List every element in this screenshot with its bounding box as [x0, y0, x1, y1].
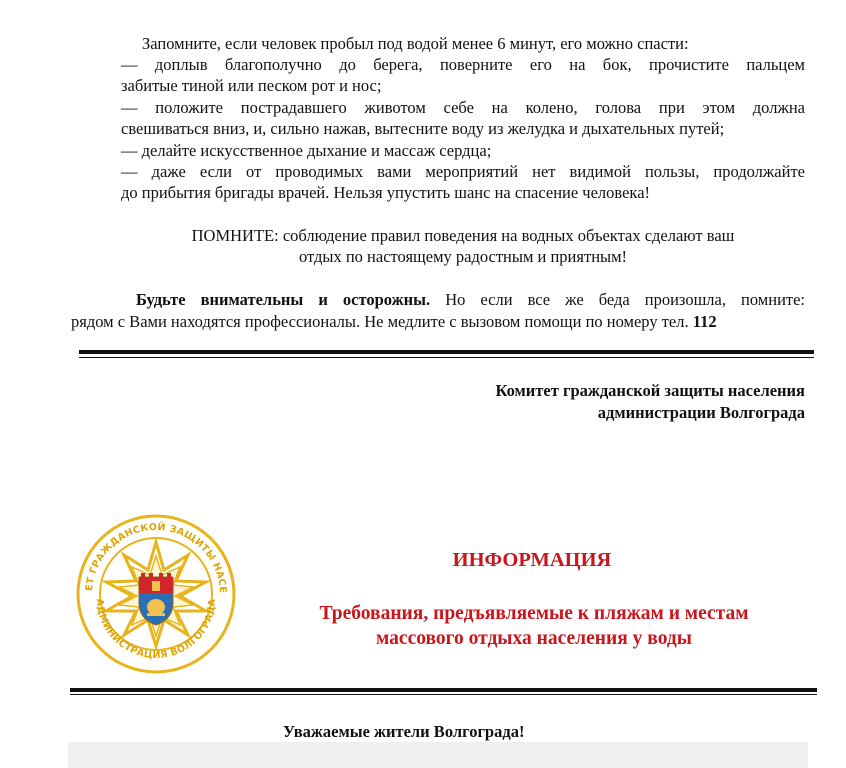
signature-line-2: администрации Волгограда [597, 403, 805, 422]
warning-line-2 [71, 311, 717, 332]
memo-item-4-line-1: — даже если от проводимых вами мероприятий нет видимой пользы, продолжайте [121, 162, 805, 181]
remember-line-1: ПОМНИТЕ: соблюдение правил поведения на водных объектах сделают ваш [191, 226, 735, 245]
warning-line-1 [136, 289, 805, 310]
warning-line-1-rest: Но если все же беда произошла, помните: [445, 290, 806, 309]
remember-line-2: отдых по настоящему радостным и приятным! [298, 247, 628, 266]
signature-line-1: Комитет гражданской защиты населения [495, 381, 805, 400]
logo-ring-top-text: ЕТ ГРАЖДАНСКОЙ ЗАЩИТЫ НАСЕ [84, 521, 229, 594]
divider-bottom-thin [70, 694, 817, 695]
divider-bottom-thick [70, 688, 817, 692]
divider-top-thick [79, 350, 814, 354]
logo-ring-bottom-text: АДМИНИСТРАЦИЯ ВОЛГОГРАДА [93, 598, 219, 662]
emergency-phone-number: 112 [692, 312, 717, 331]
warning-bold-lead: Будьте внимательны и осторожны. [136, 290, 431, 309]
memo-item-2-line-2: свешиваться вниз, и, сильно нажав, вытесните воду из желудка и дыхательных путей; [121, 119, 725, 138]
committee-logo [73, 511, 239, 677]
info-subtitle-line-2: массового отдыха населения у воды [376, 628, 692, 649]
warning-line-2-text: рядом с Вами находятся профессионалы. Не медлите с вызовом помощи по номеру тел. [71, 312, 689, 331]
memo-item-1-line-2: забитые тиной или песком рот и нос; [121, 76, 382, 95]
memo-item-1-line-1: — доплыв благополучно до берега, поверните его на бок, прочистите пальцем [121, 55, 805, 74]
memo-intro: Запомните, если человек пробыл под водой менее 6 минут, его можно спасти: [142, 34, 689, 53]
info-heading: ИНФОРМАЦИЯ [452, 549, 612, 571]
divider-top-thin [79, 357, 814, 358]
memo-item-4-line-2: до прибытия бригады врачей. Нельзя упустить шанс на спасение человека! [121, 183, 651, 202]
shaded-text-block [68, 742, 808, 768]
greeting-heading: Уважаемые жители Волгограда! [283, 722, 525, 741]
memo-item-2-line-1: — положите пострадавшего животом себе на колено, голова при этом должна [121, 98, 805, 117]
info-subtitle-line-1: Требования, предъявляемые к пляжам и местам [319, 603, 749, 624]
committee-emblem-icon [73, 511, 239, 677]
memo-item-3: — делайте искусственное дыхание и массаж сердца; [121, 141, 492, 160]
